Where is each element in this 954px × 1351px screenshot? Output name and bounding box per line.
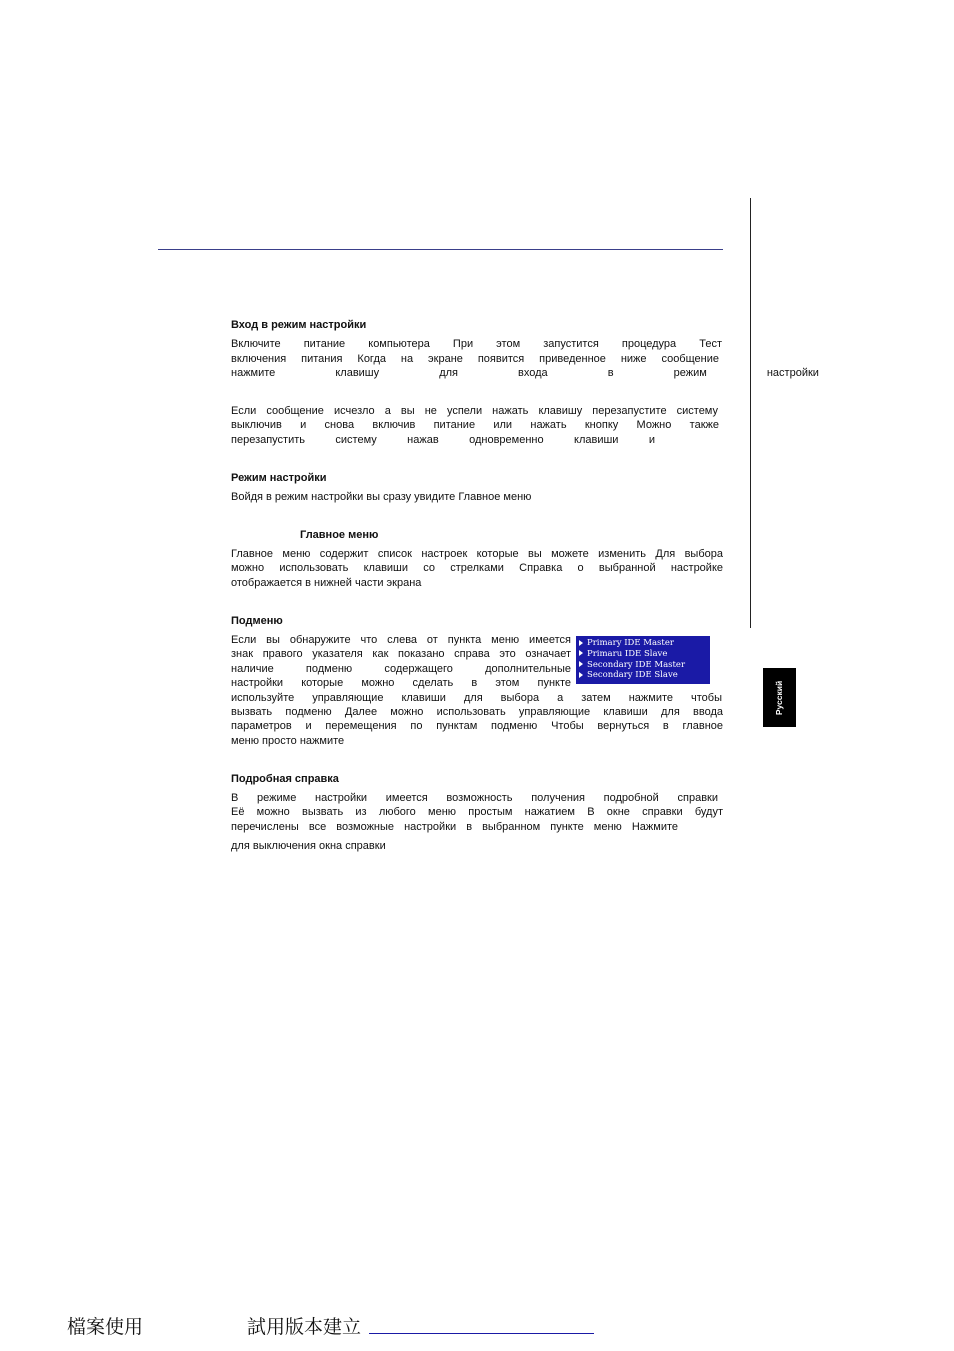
- bios-item: Secondary IDE Master: [579, 660, 710, 671]
- bios-item: Primaru IDE Slave: [579, 649, 710, 660]
- help-line: перечислены все возможные настройки в выбранном пункте меню Нажмите: [231, 821, 678, 833]
- entry-line: Включите питание компьютера При этом запустится процедура Тест: [231, 338, 722, 350]
- footer-right-text: 試用版本建立: [247, 1316, 362, 1338]
- heading-entry: Вход в режим настройки: [231, 319, 367, 331]
- bios-item: Secondary IDE Slave: [579, 670, 710, 681]
- heading-mode: Режим настройки: [231, 472, 327, 484]
- submenu-line: знак правого указателя как показано справа это означает: [231, 648, 571, 660]
- submenu-line: наличие подменю содержащего дополнительные: [231, 663, 571, 675]
- side-rule: [750, 198, 751, 628]
- submenu-line: вызвать подменю Далее можно использовать управляющие клавиши для ввода: [231, 706, 723, 718]
- language-tab: [763, 668, 796, 727]
- entry-line: перезапустить систему нажав одновременно клавиши и: [231, 434, 655, 446]
- right-pointer-icon: [579, 672, 583, 678]
- help-line: В режиме настройки имеется возможность получения подробной справки: [231, 792, 718, 804]
- heading-main-menu: Главное меню: [300, 529, 379, 541]
- heading-help: Подробная справка: [231, 773, 339, 785]
- submenu-line: Если вы обнаружите что слева от пункта меню имеется: [231, 634, 571, 646]
- help-line: Её можно вызвать из любого меню простым нажатием В окне справки будут: [231, 806, 723, 818]
- top-rule: [158, 249, 723, 250]
- right-pointer-icon: [579, 650, 583, 656]
- submenu-line: используйте управляющие клавиши для выбора а затем нажмите чтобы: [231, 692, 722, 704]
- mode-line: Войдя в режим настройки вы сразу увидите Главное меню: [231, 491, 532, 503]
- help-line: для выключения окна справки: [231, 840, 386, 852]
- main-menu-line: отображается в нижней части экрана: [231, 577, 422, 589]
- submenu-line: настройки которые можно сделать в этом пункте: [231, 677, 571, 689]
- entry-line: выключив и снова включив питание или нажать кнопку Можно также: [231, 419, 719, 431]
- main-menu-line: можно использовать клавиши со стрелками Справка о выбранной настройке: [231, 562, 723, 574]
- entry-line: нажмите клавишу для входа в режим настройки: [231, 367, 819, 379]
- entry-line: Если сообщение исчезло а вы не успели нажать клавишу перезапустите систему: [231, 405, 718, 417]
- main-menu-line: Главное меню содержит список настроек которые вы можете изменить Для выбора: [231, 548, 723, 560]
- bios-submenu-screenshot: [576, 636, 710, 684]
- submenu-line: меню просто нажмите: [231, 735, 345, 747]
- footer-link-underline[interactable]: [369, 1333, 594, 1334]
- submenu-line: параметров и перемещения по пунктам подменю Чтобы вернуться в главное: [231, 720, 723, 732]
- footer-left-text: 檔案使用: [67, 1316, 144, 1338]
- right-pointer-icon: [579, 640, 583, 646]
- language-tab-label: Русский: [774, 680, 785, 715]
- heading-submenu: Подменю: [231, 615, 283, 627]
- right-pointer-icon: [579, 661, 583, 667]
- entry-line: включения питания Когда на экране появится приведенное ниже сообщение: [231, 353, 719, 365]
- bios-item: Primary IDE Master: [579, 638, 710, 649]
